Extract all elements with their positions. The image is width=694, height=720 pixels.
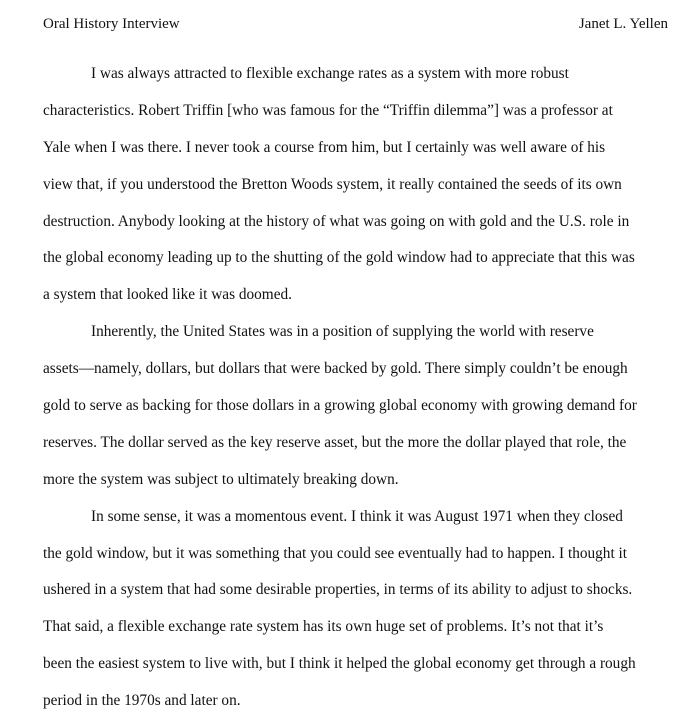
text-line: reserves. The dollar served as the key reserve asset, but the more the dollar played that role, the xyxy=(43,433,627,451)
text-line: assets—namely, dollars, but dollars that were backed by gold. There simply couldn’t be enough xyxy=(43,360,628,378)
text-line: I was always attracted to flexible exchange rates as a system with more robust xyxy=(91,65,569,82)
text-line: destruction. Anybody looking at the history of what was going on with gold and the U.S. role in xyxy=(43,212,630,230)
text-line: view that, if you understood the Bretton Woods system, it really contained the seeds of its own xyxy=(43,175,622,193)
text-line: characteristics. Robert Triffin [who was famous for the “Triffin dilemma”] was a professor at xyxy=(43,101,613,119)
page-header xyxy=(43,14,668,34)
text-line: ushered in a system that had some desirable properties, in terms of its ability to adjust to shocks. xyxy=(43,581,633,599)
header-interviewee-name: Janet L. Yellen xyxy=(578,16,668,32)
text-line: Yale when I was there. I never took a course from him, but I certainly was well aware of his xyxy=(43,138,606,156)
text-line: the global economy leading up to the shutting of the gold window had to appreciate that this was xyxy=(43,249,635,267)
paragraph xyxy=(43,314,673,498)
body-text xyxy=(43,56,673,720)
text-line: gold to serve as backing for those dollars in a growing global economy with growing demand for xyxy=(43,397,637,415)
header-document-title: Oral History Interview xyxy=(43,16,180,32)
text-line: Inherently, the United States was in a position of supplying the world with reserve xyxy=(91,323,594,341)
text-line: period in the 1970s and later on. xyxy=(43,692,241,710)
text-line: more the system was subject to ultimately breaking down. xyxy=(43,470,399,488)
text-line: That said, a flexible exchange rate system has its own huge set of problems. It’s not that it’s xyxy=(43,618,604,636)
text-line: been the easiest system to live with, but I think it helped the global economy get through a rough xyxy=(43,655,636,673)
text-line: the gold window, but it was something that you could see eventually had to happen. I thought it xyxy=(43,544,628,562)
text-line: In some sense, it was a momentous event. I think it was August 1971 when they closed xyxy=(91,507,623,525)
text-line: a system that looked like it was doomed. xyxy=(43,286,292,304)
paragraph xyxy=(43,56,673,314)
paragraph xyxy=(43,499,673,720)
